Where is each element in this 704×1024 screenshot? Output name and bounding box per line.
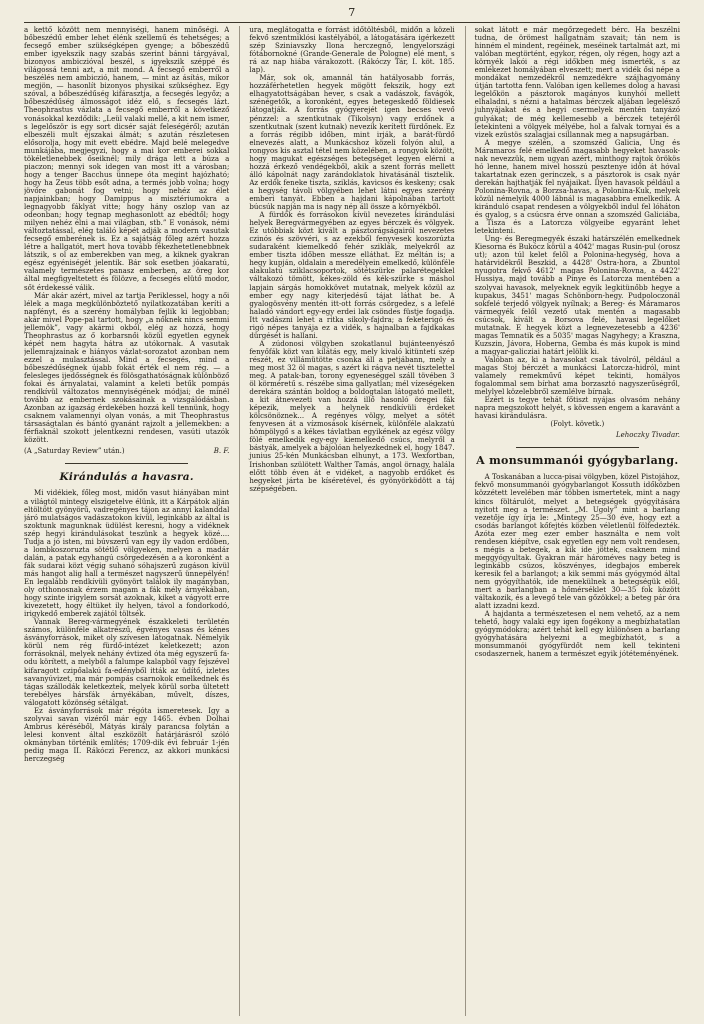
- continued-note: (Folyt. követk.): [550, 419, 605, 429]
- paragraph: Ung- és Beregmegyék északi határszélén emelkednek Kiesorna és Bukócz körül a 4042' magas Rusin-pul (orosz ut); azon túl kelet felől a Polonina-hegység, hova a határvidékről Beszkid, a 4428' Ostra-hora, a Zbuntol nyugotra fekvő 4612' magas Polonina-Rovna, a 4422' Hussiya, majd tovább a Pinye és Latorcza mentében a szolyvai havasok, melyeknek egyik legkitünőbb hegye a kupakus, 3451' magas Schönborn-hegy. Pudpoloczonál sokfelé terjedő völgyek nyílnak; a Bereg- és Máramaros vármegyék felől vezető utak mentén a magasabb csúcsok, kivált a Borsova felé, havasi legelőket mutatnak. E hegyek közt a legnevezetesebb a 4236' magas Temnatik és a 5035' magas Nagyhegy; a Kraszna, Kuzszin, Jávora, Hoberna, Gemba és más kupok is mind a magyar-galicziai határt jelölik ki.: [474, 234, 680, 356]
- paragraph: Már, sok ok, amannál tán hatályosabb forrás, hozzáférhetetlen hegyek mögött fekszik, hogy ezt elhagyatottságában hever, s csak a vadászok, favágók, szénégetők, a koronként, egyes betegeskedő földiesek látogatják. A forrás gyógyerejét igen becses vevő pénzzel: a szentkutnak (Tikolsyn) vagy erdőnek a szentkutnak (szent kutnak) nevezik kerített fürdőnek. Ez a forrás régibb időben, mint irják, a barát-fürdő elnevezés alatt, a Munkácshoz közeli folyón alul, a rongyos kis asztal tétel nem közelében, a rongyok között, hogy magukat egészséges betegséget legyen elérni a hozzá érkező vendégekből, akik a szent forrás mellett álló kápolnát nagy zarándoklatok hivatásánál tisztelik. Az erdők feneke tiszta, sziklás, kavicsos és keskeny; csak a hegység távoli völgyében lehet látni egyes szerény emberi tanyát. Ebben a hajdani kápolnában tartott búcsúk napján ma is nagy nép áll össze a környékből.: [249, 73, 455, 212]
- paragraph: Ez ásványforrások már régóta ismeretesek. Igy a szolyvai savan vizéről már egy 1465. évben Dolhai Ambrus kéréséből, Mátyás király parancsa folytán a lelesi konvent által eszközölt határjárásról szóló okmányban történik említés; 1709-dik évi február 1-jén pedig maga II. Rákóczi Ferencz, az akkori munkácsi herczegség: [24, 705, 230, 764]
- author-signature: Lehoczky Tivadar.: [615, 431, 680, 440]
- paragraph: Mi vidékiek, főleg most, midőn vasut hiányában mint a világtól mintegy elszigetelve élünk, itt a Kárpátok alján eltöltött gyönyörű, vadregényes tájon az annyi kalanddal járó mulatságos vadászatokon kívül, leginkább az által is szoktunk magunknak üdülést keresni, hogy a vidéknek szép hegyi kirándulásokat teszünk a hegyek közé.... Tudja a jó isten, mi búvszerű van egy ily vadon erdőben, a lombkoszoruzta sötétlő völgyeken, melyen a madár dalán, a patak egyhangú csörgedezésén a a koronként a fák sudarai közt végig suhanó sóhajszerű zugáson kívül más hangot alig hall a természet nagyszerű ünnepélyén! En legalább rendkívüli gyönyört találok ily magányban, oly otthonosnak érzem magam a fák mély árnyékában, hogy szinte irigylem sorsát azoknak, kiket a vágyott erre kivezetett, hogy éltüket ily helyen, távol a fondorkodó, irigykedő emberek zajától töltsék.: [24, 488, 230, 619]
- source-note: (A „Saturday Review” után.): [24, 447, 125, 456]
- article-title-kirandulas: Kirándulás a havasra.: [59, 471, 194, 484]
- paragraph: Vannak Bereg-vármegyének északkeleti területén számos, különféle alkatrészű, égvényes vasas és kénes ásványforrások, miket oly szívesen látogatnak. Némelyik körül nem rég fürdő-intézet keletkezett; azon forrásoknál, melyek nehány évtized óta még egyszerű fa-odu körített, a melyből a falumpe kalapból vagy fejszével kifaragott czipőalakú fa-edényből itták az üdítő, izletes savanyúvizet, ma már pompás csarnokok emelkednek és tágas szállodák keletkeztek, melyek körül sorba ültetett terebélyes hársfák árnyékában, művelt, díszes, válogatott közönség sétálgat.: [24, 617, 230, 707]
- article-footer: [475, 431, 680, 439]
- paragraph: A megye szélén, a szomszéd Galicia, Ung és Máramaros felé emelkedő magasabb hegyeket havasok-nak nevezzük, nem ugyan azért, minthogy rajtok örökös hó lenne, hanem mivel hosszú pesztenye időn át hóval takartatnak ezen gerinczek, s a pásztorok is csak nyár derekán hajthatják fel nyájaikat. Ilyen havasok például a Polonina-Rovna, a Borzsa-havas, a Polonina-Kuk, melyek közül némelyik 4000 lábnál is magasabbra emelkedik. A kiránduló csapat rendesen a völgyekből indul fel lóháton és gyalog, s a csúcsra érve onnan a szomszéd Galiciába, a Tisza és a Latorcza völgyeibe egyaránt lehet letekinteni.: [474, 137, 680, 236]
- paragraph: Már akár azért, mivel az tartja Periklessel, hogy a női lélek a maga megkülönböztető nyilatkozatában keríti a napfényt, és a szerény homályban fejlik ki legjobban; akár mivel Pope-pal tartott, hogy „a nőknek nincs semmi jellemök”, vagy akármi okból, elég az hozzá, hogy Theophrastus az ő korbarsnői közül egyetlen egynek képét nem hagyta hátra az utókornak. A vasutak jellemrajzainak e hiányos vázlat-sorozatot azonban nem ezzel a mulasztással. Mind a fecsegés, mind a bőbeszédűségnek újabb fokát érték el nem rég. — a felesleges ijedősségnek és fölösgathatóságnak különböző fokai és árnyalatai, valamint a keleti betűk pompás rendkívül változatos mennyiségének módjai; de minél tovább az embernek szokásainak a vizsgálódásban. Azonban az igazság érdekében hozzá kell tennünk, hogy csaknem valamennyi olyan vonás, a mit Theophrastus társaságtalan és bántó gyanánt rajzolt a jellemekben: a férfiaknál szokott jelentkezni rendesen, vasúti utazók között.: [24, 290, 230, 445]
- article-footer: [24, 447, 229, 455]
- column-1: [24, 26, 229, 1016]
- author-signature: B. F.: [213, 447, 230, 456]
- paragraph: a kettő között nem mennyiségi, hanem minőségi. A bőbeszédű ember lehet élénk szellemű és tehetséges; a fecsegő ember szükségképen gyenge; a bőbeszédű ember igyekszik nagy szabás szerint bánni tárgyával, bizonyos ambiczióval beszél, s igyekszik széppé és világossá tenni azt, a mit mond. A fecsegő emberről a beszélés nem ambiczió, hanem, — mint az ásítás, mikor megjön, — hasonlít bizonyos physikai szükséghez. Egy szóval, a bőbeszédűség kifárasztja, a fecsegés legyőz; a bőbeszédűség álmosságot idéz elő, s fecsegés lázt. Theophrastus vázlata a fecsegő emberről a következő vonásokkal kezdődik: „Leül valaki mellé, a kit nem ismer, s legelőször is egy sort dicsér saját feleségéről; azután elbeszéli mult éjszakai álmát; s azután részletesen elősorolja, hogy mit evett ebédre. Majd belé melegedve munkájába, megjegyzi, hogy a mai kor emberei sokkal tökéletlenebbek őseiknél; mily drága lett a búza a piaczon; mennyi sok idegen van most itt a városban; hogy a tenger Bacchus ünnepe óta megint hajózható; hogy ha Zeus több esőt adna, a termés jobb volna; hogy jövőre gabonát fog vetni; hogy nehéz az élet napjainkban; hogy Damippus a misztériumokra a legnagyobb fáklyát vitte; hogy hány oszlop van az odeonban; hogy tegnap meghasonlott az ebédtől; hogy milyen nehéz élni a mai világban, stb.” E vonások, némi változtatással, elég találó képét adják a modern vasutak fecsegő emberének is. Ez a sajátság főleg azért hozza létre a hallgatót, mert hova tovább fékezhetetlenebbnek látszik, s ol az emberekben van meg, a kiknek gyakran egész egyéniségét jelentik. Bár sok esetben jóakaratú, valamely természetes panasz emberben, az öreg kor által megfigyeltetett és fölözve, a fecsegés elütő modor, sőt érdekessé válik.: [24, 26, 230, 292]
- paragraph: Valóban az, ki a havasokat csak távolról, például a magas Stoj bérczét a munkácsi Latorcza-hidról, mint valamely remekművű képet tekinti, homályos fogalommal sem bírhat ama borzasztó nagyszerűségről, melylyel közelebbről szemlélve bírnak.: [474, 354, 680, 397]
- column-3: [465, 26, 680, 1016]
- column-2: [239, 26, 454, 1016]
- paragraph: ura, meglátogatta e forrást időtöltésből, midőn a közeli fekvő szentmiklósi kastélyából, a látogatására igérkezett szép Sziniavszky Ilona herczegnő, lengyelországi fótábornokné (Grande-Generale de Pologne) elé ment, s rá az nap hiába várakozott. (Rákóczy Tár, I. köt. 185. lap).: [249, 26, 455, 75]
- section-divider: [65, 463, 188, 464]
- article-columns: [24, 26, 680, 1016]
- paragraph: A hajdanta a természetesen el nem vehető, az a nem tehető, hogy valaki egy igen fogékony a megbízhatatlan gyógymódokra; azért tehát kell egy különösen a barlang gyógyhatására helyezni a megbízhatót, s a monsummanói gyógyfürdőt nem kell tekinteni csodaszernek, hanem a természet egyik jótéteményének.: [474, 609, 680, 659]
- paragraph: A zúdonosi völgyben szokatlanul bujánteenyésző fenyőfák közt van kilátás egy, mely kivaló kitünteti szép részét, ez villámütötte csonka áll a petjábann, mely a meg most 32 öl magas, s azért ki rágva nevét tisztelettel meg. A patak-ban, torony egyeneséggel száll tövében 3 öl körméretű s. részébe sima gallyatlan; mél vízeségeken derekára szántán boldog a boldogtalan látogató mellett, a kit átnevezeti van hozzá illő hasonló öregei fák képezik, melyek a helynek rendkívüli érdeket kölcsönöznek... A regényes völgy, melyet a sötét fenyvesen át a vízmosások kísérnek, különféle alakzatú hömpölygő s a kékes távlatban egyikének az egész völgy fölé emelkedik egy-egy kiemelkedő csúcs, melyről a bástyák, amelyek a bájolóan helyezkednek el, hogy 1847. junius 25-kén Munkácsban elhunyt, a 173. Wexfortban, Irishonban szülötett Walther Tamás, angol örnagy, halála előtt több éven át e vidéket, a nagyobb erdőket és hegyeket járta be kíséretével, és gyönyörködött a táj szépségében.: [249, 338, 455, 493]
- paragraph: Ezért is tegye tehát főtiszt nyájas olvasóm nehány napra megszokott helyét, s kövessen engem a karavánt a havasi kirándulásra.: [474, 395, 680, 421]
- paragraph: A fürdők és forrásokon kívül nevezetes kirándulási helyek Beregvármegyében az egyes bérczek és völgyek. Ez utóbbiak közt kivált a pásztorágságairól nevezetes czinós és szövvéri, s az ezekből fenyvesek koszorúzta sudaraként kiemelkedő fehér sziklák, melyekről az ember tiszta időben messze elláthat. Ez méltán is; a hegy kupján, oldalain a meredélyein emelkedő, különféle alakulatú sziklacsoportok, sötétszürke palarétegekkel váltakozó tömött, kékes-zöld és kék-szürke s máshol lapjain sárgás homokkövet mutatnak, melyek közül az ember egy nagy kiterjedésű tájat láthat be. A gyalogösvény mentén itt-ott forrás csörgedez, s a lefelé haladó vándort egy-egy erdei lak csöndes füstje fogadja. Itt vadászni lehet a ritka sikoly-fajdra; a feketerigó és rigó népes tanyája ez a vidék, s hajnalban a fajdkakas dürgését is hallani.: [249, 210, 455, 340]
- paragraph: sokat látott e már megőrzegedett bérc. Ha beszélni tudna, de örömest hallgatnám szavait; tán nem is hinném el mindent, regéinek, meséinek tartalmát azt, mi valóban megtörtént, egykor, régen, oly régen, hogy azt a környék lakói a régi időkben még ismerték, s az emlékezet homályában elveszett; mert a vidék ősi népe a mondákat nemzedékről nemzedékre szájhagyomány útján tartotta fenn. Valóban igen kellemes dolog a havasi legelőkön a pásztorok magányos kunyhói mellett elhaladni, s nézni a hatalmas bérczek aljában legelésző juhnyájakat és a hegyi csermelyek mentén tanyázó gulyákat; de még kellemesebb a bérczek tetejéről letekinteni a völgyek mélyébe, hol a falvak tornyai és a vizek ezüstös szalagjai csillannak meg a napsugárban.: [474, 26, 680, 139]
- header-rule: [24, 22, 680, 23]
- page-number: 7: [348, 6, 356, 19]
- paragraph: A Toskanában a lucca-pisai völgyben, közel Pistojához, fekvő monsummanói gyógybarlangot Kossuth időközben közzétett levelében már többen ismertetek, mint a nagy kincs föltárulót, melyet a betegségek gyógyítására nyitott meg a természet. „M. Ugoly” mint a barlang vezetője így írja le: „Mintegy 25—30 éve, hogy ezt a csodás barlangot kőfejtés közben véletlenül fölfedezték. Azóta ezer meg ezer ember használta e nem volt rendesen kiépítve, csak egyetlen egy nem volt rendesen, s mégis a betegek, a kik ide jöttek, csaknem mind meggyógyultak. Gyakran már hároméves nagy beteg is leginkább csúzos, köszvényes, idegbajos emberek keresik fel a barlangot; a kik semmi más gyógymód által nem gyógyíthatók, ide menekülnek a betegségük elől, mert a barlangban a hőmérséklet 30—35 fok között váltakozik, és a levegő tele van gőzökkel; a beteg pár óra alatt izzadni kezd.: [474, 472, 680, 611]
- section-divider: [516, 447, 639, 448]
- article-title-monsummano: A monsummanói gyógybarlang.: [476, 454, 679, 468]
